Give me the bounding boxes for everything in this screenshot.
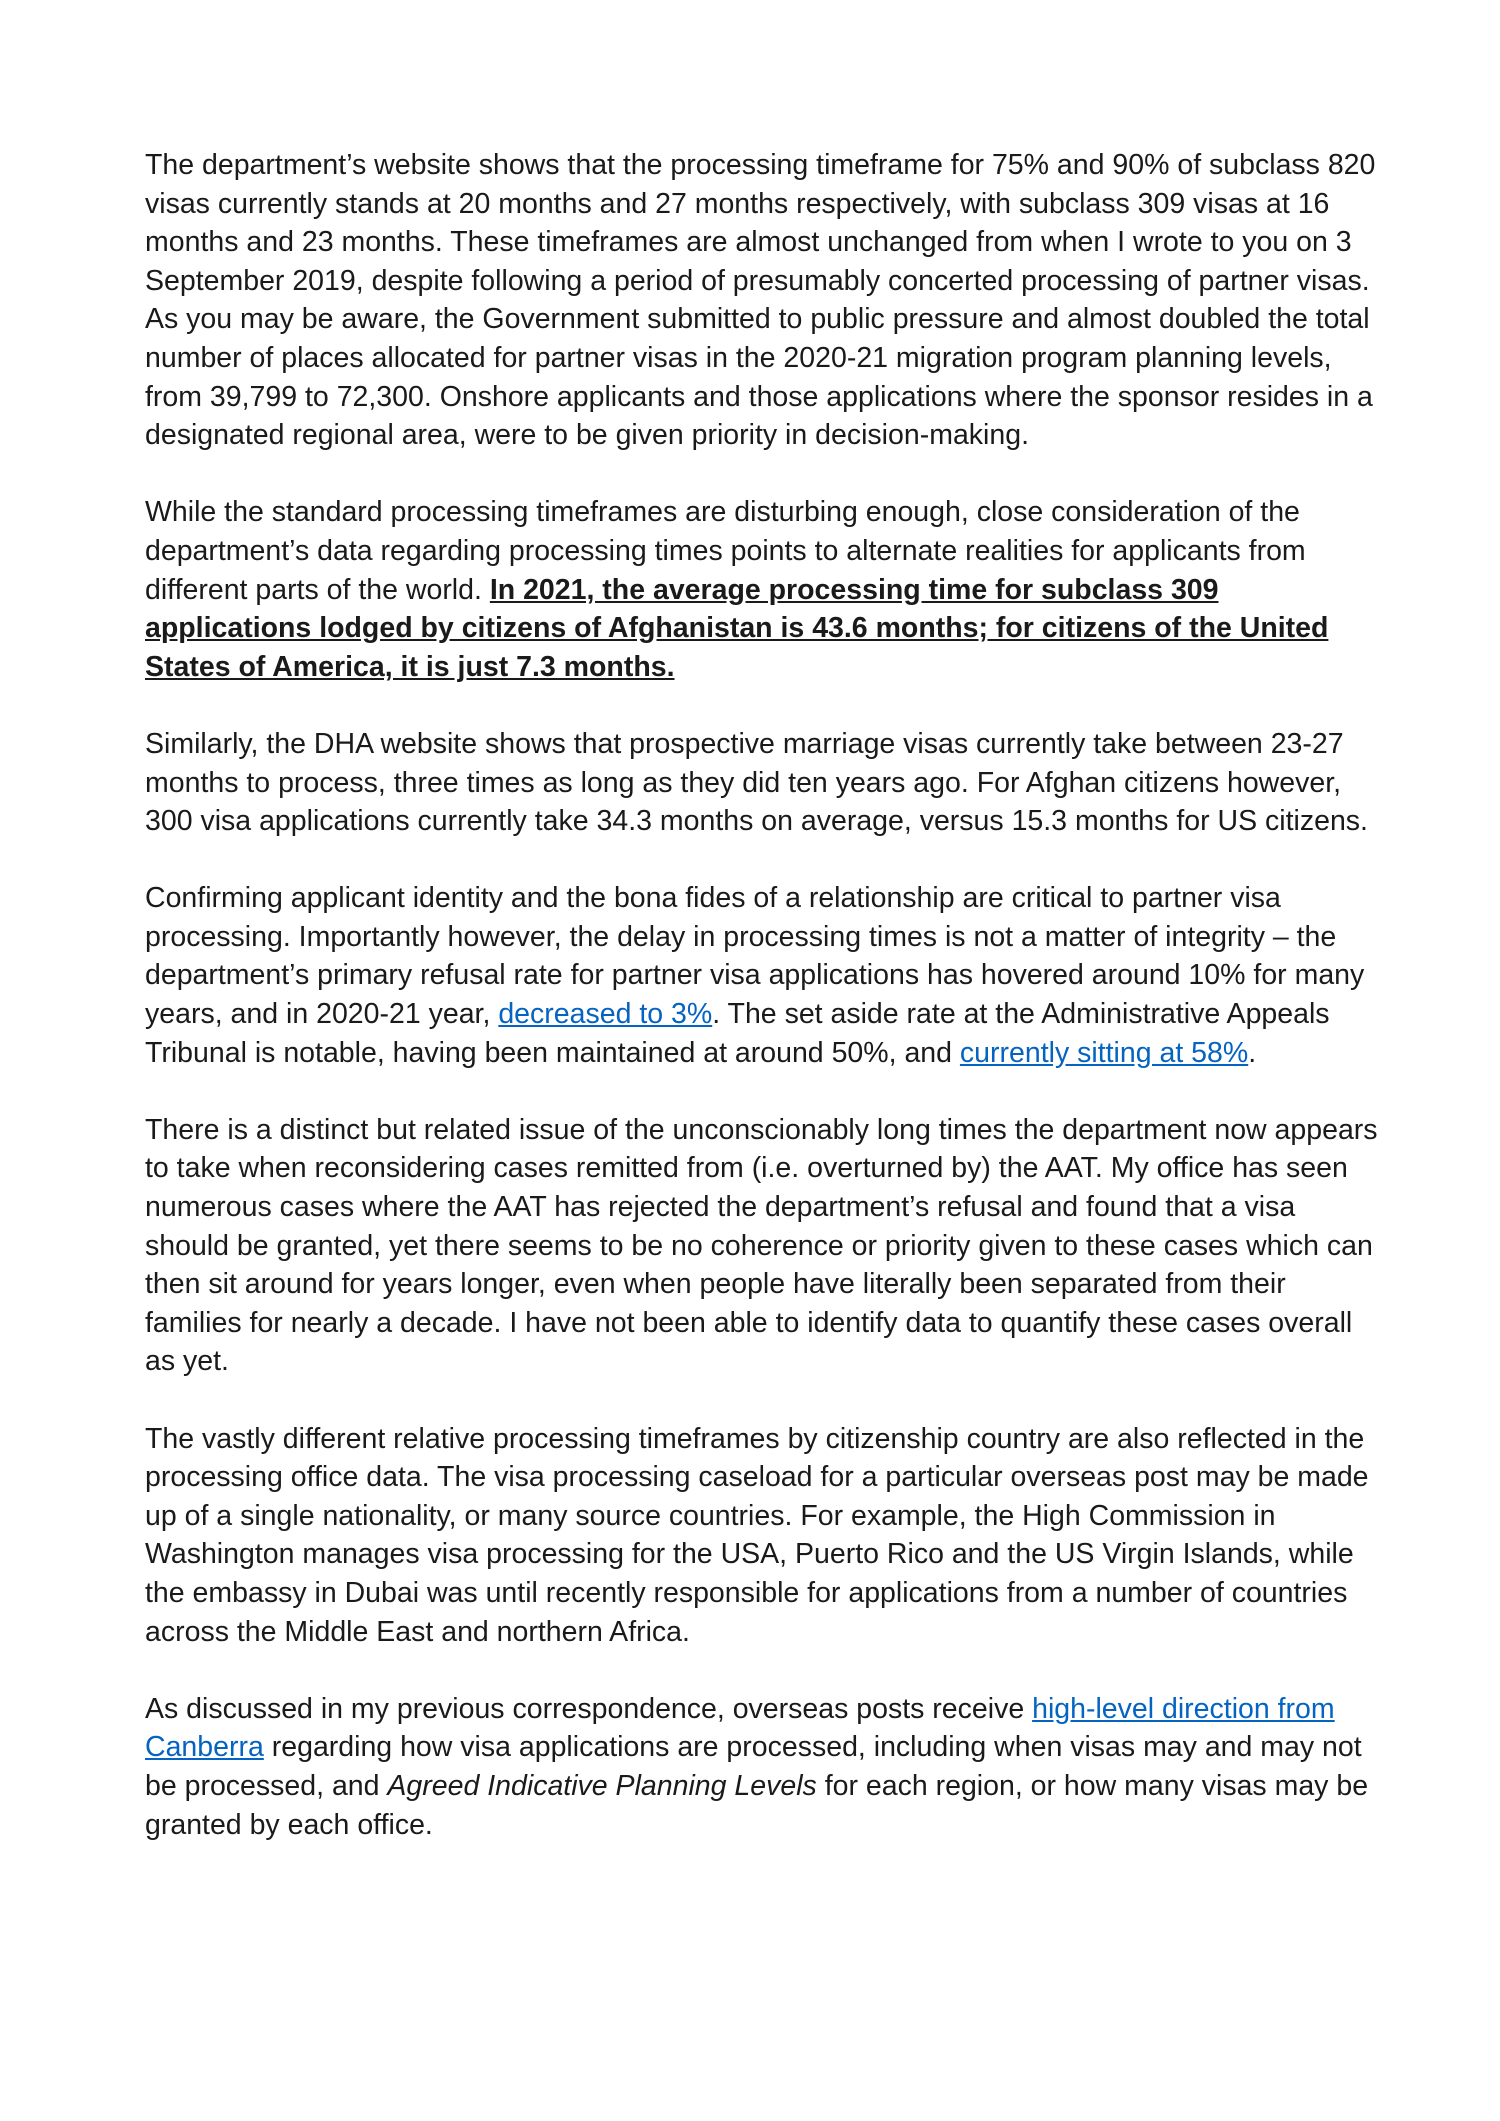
link-high-level-direction[interactable]: high-level direction from Canberra: [145, 1692, 1335, 1764]
paragraph-text: While the standard processing timeframes are disturbing enough, close consideration of the department’s data regarding processing times points to alternate realities for applicants from different parts of the world.: [145, 496, 1306, 606]
paragraph-integrity: [145, 879, 1385, 1072]
italic-planning-levels: Agreed Indicative Planning Levels: [387, 1769, 817, 1802]
paragraph-text: Confirming applicant identity and the bona fides of a relationship are critical to partner visa processing. Importantly however, the delay in processing times is not a matter of integrity – the department’s primary refusal rate for partner visa applications has hovered around 10% for many years, and in 2020-21 year,: [145, 882, 1365, 1031]
paragraph-text: regarding how visa applications are processed, including when visas may and may not be processed, and: [145, 1731, 1362, 1802]
paragraph-processing-timeframes: [145, 146, 1385, 300]
document-page: [145, 146, 1385, 1844]
paragraph-processing-office-data: [145, 1420, 1385, 1652]
link-decreased-to-3-percent[interactable]: decreased to 3%: [498, 998, 713, 1031]
paragraph-government-places: [145, 300, 1385, 454]
paragraph-text: The department’s website shows that the processing timeframe for 75% and 90% of subclass 820 visas currently stands at 20 months and 27 months respectively, with subclass 309 visas at 16 months and 23 months. These timeframes are almost unchanged from when I wrote to you on 3 September 2019, despite following a period of presumably concerted processing of partner visas.: [145, 149, 1376, 297]
paragraph-marriage-visas: [145, 725, 1385, 841]
emphasized-statistic: In 2021, the average processing time for subclass 309 applications lodged by citizens of Afghanistan is 43.6 months; for citizens of the United States of America, it is just 7.3 months.: [145, 573, 1329, 683]
paragraph-text: for each region, or how many visas may be granted by each office.: [145, 1769, 1369, 1841]
paragraph-text: As you may be aware, the Government submitted to public pressure and almost doubled the total number of places allocated for partner visas in the 2020-21 migration program planning levels, from 39,799 to 72,300. Onshore applicants and those applications where the sponsor resides in a designated regional area, were to be given priority in decision-making.: [145, 303, 1373, 452]
link-currently-sitting-at-58-percent[interactable]: currently sitting at 58%: [959, 1036, 1249, 1069]
paragraph-text: The vastly different relative processing timeframes by citizenship country are also reflected in the processing office data. The visa processing caseload for a particular overseas post may be made up of a single nationality, or many source countries. For example, the High Commission in Washington manages visa processing for the USA, Puerto Rico and the US Virgin Islands, while the embassy in Dubai was until recently responsible for applications from a number of countries across the Middle East and northern Africa.: [145, 1422, 1369, 1648]
paragraph-text: Similarly, the DHA website shows that prospective marriage visas currently take between 23-27 months to process, three times as long as they did ten years ago. For Afghan citizens however, 300 visa applications currently take 34.3 months on average, versus 15.3 months for US citizens.: [145, 727, 1368, 838]
paragraph-overseas-posts: [145, 1690, 1385, 1844]
paragraph-remitted-cases: [145, 1111, 1385, 1381]
paragraph-text: . The set aside rate at the Administrative Appeals Tribunal is notable, having been maintained at around 50%, and: [145, 998, 1330, 1069]
paragraph-text: There is a distinct but related issue of the unconscionably long times the department now appears to take when reconsidering cases remitted from (i.e. overturned by) the AAT. My office has seen numerous cases where the AAT has rejected the department’s refusal and found that a visa should be granted, yet there seems to be no coherence or priority given to these cases which can then sit around for years longer, even when people have literally been separated from their families for nearly a decade. I have not been able to identify data to quantify these cases overall as yet.: [145, 1113, 1378, 1378]
paragraph-alternate-realities: [145, 493, 1385, 686]
paragraph-text: As discussed in my previous correspondence, overseas posts receive: [145, 1692, 1033, 1725]
paragraph-text: .: [1248, 1036, 1257, 1069]
